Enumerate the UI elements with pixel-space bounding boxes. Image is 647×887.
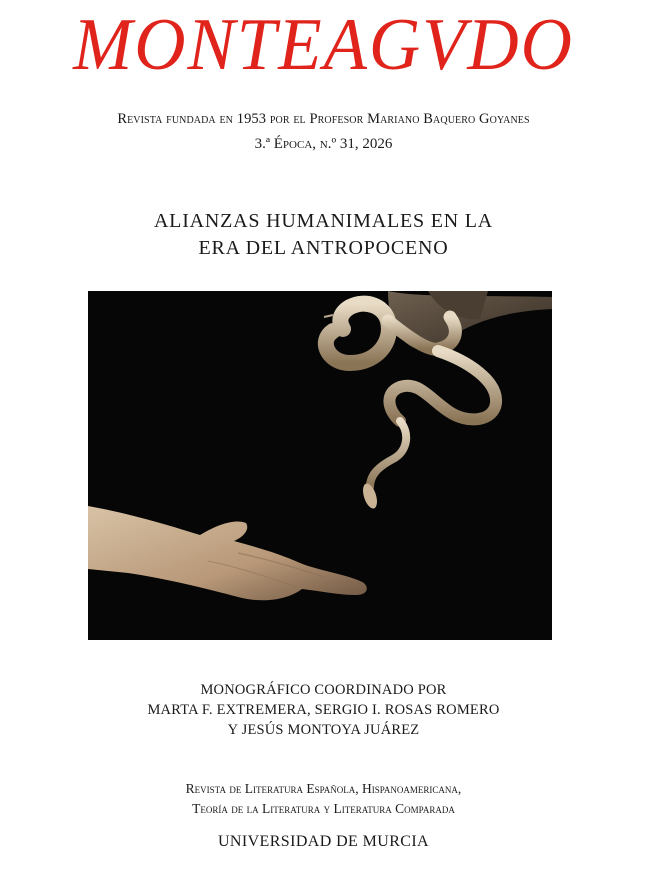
- issue-title-line-2: ERA DEL ANTROPOCENO: [198, 237, 449, 259]
- publisher: UNIVERSIDAD DE MURCIA: [217, 833, 430, 850]
- issue-title-line-1: ALIANZAS HUMANIMALES EN LA: [153, 210, 494, 232]
- journal-logo: MONTEAGVDO: [73, 4, 574, 86]
- coordinators-line-1: MONOGRÁFICO COORDINADO POR: [200, 682, 447, 698]
- journal-subtitle: [0, 779, 647, 819]
- issue-title: [0, 208, 647, 262]
- founded-note: Revista fundada en 1953 por el Profesor Mariano Baquero Goyanes: [117, 111, 530, 127]
- snake-and-hand-illustration: [88, 291, 552, 640]
- coordinators-block: [0, 680, 647, 740]
- subtitle-line-2: Teoría de la Literatura y Literatura Comparada: [192, 801, 455, 816]
- coordinators-line-2: MARTA F. EXTREMERA, SERGIO I. ROSAS ROMERO: [147, 702, 500, 718]
- coordinators-line-3: Y JESÚS MONTOYA JUÁREZ: [227, 722, 420, 738]
- cover-photo: [88, 291, 552, 640]
- subtitle-line-1: Revista de Literatura Española, Hispanoamericana,: [185, 781, 462, 796]
- issue-info: 3.ª Época, n.º 31, 2026: [254, 136, 393, 152]
